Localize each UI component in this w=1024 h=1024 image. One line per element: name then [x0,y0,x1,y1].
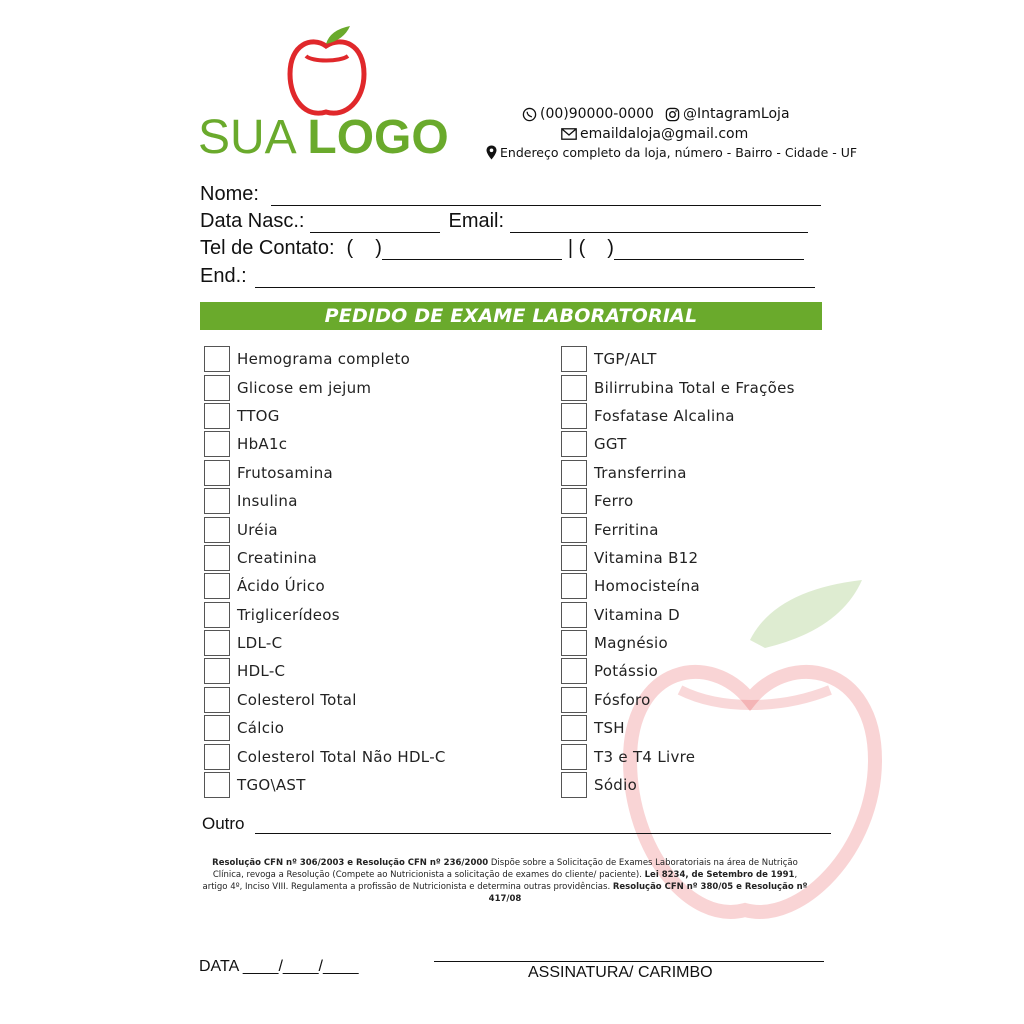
exam-checkbox[interactable] [204,460,230,486]
exam-label: Vitamina D [594,605,680,624]
nome-field[interactable] [200,182,821,206]
exam-label: Creatinina [237,548,318,567]
exam-item[interactable] [561,572,795,600]
logo-text [198,110,449,166]
exam-checkbox[interactable] [204,602,230,628]
exam-checkbox[interactable] [561,403,587,429]
exam-checkbox[interactable] [561,602,587,628]
address-contact [486,145,857,160]
exam-label: Triglicerídeos [237,605,340,624]
exam-checkbox[interactable] [204,744,230,770]
exam-item[interactable] [561,544,795,572]
logo-text-bold: LOGO [307,111,449,164]
outro-field[interactable] [202,814,831,834]
exam-label: HbA1c [237,435,288,454]
exam-checkbox[interactable] [561,375,587,401]
exam-item[interactable] [204,742,446,770]
exam-item[interactable] [204,345,446,373]
tel1-input-line[interactable] [382,241,562,260]
exam-item[interactable] [204,373,446,401]
exam-item[interactable] [204,771,446,799]
tel2-input-line[interactable] [614,241,804,260]
exam-checkbox[interactable] [561,715,587,741]
data-nasc-field[interactable] [200,209,808,233]
exam-checkbox[interactable] [561,431,587,457]
data-nasc-input-line[interactable] [310,214,440,233]
exam-checkbox[interactable] [204,658,230,684]
exam-checkbox[interactable] [204,375,230,401]
exam-label: Ácido Úrico [237,577,325,596]
exam-checkbox[interactable] [561,517,587,543]
exam-item[interactable] [204,714,446,742]
exam-list-left [204,345,446,799]
exam-label: Cálcio [237,719,285,738]
exam-label: Homocisteína [594,577,701,596]
exam-label: Fósforo [594,690,651,709]
exam-checkbox[interactable] [204,687,230,713]
exam-item[interactable] [204,572,446,600]
end-input-line[interactable] [255,269,815,288]
exam-item[interactable] [561,345,795,373]
email-contact [561,126,748,142]
exam-checkbox[interactable] [561,687,587,713]
exam-item[interactable] [204,629,446,657]
data-nasc-label: Data Nasc.: [200,210,305,232]
exam-label: Transferrina [594,463,687,482]
exam-checkbox[interactable] [204,488,230,514]
exam-item[interactable] [204,459,446,487]
instagram-contact [665,106,790,122]
phone-contact [522,106,654,122]
legal-notice [200,857,810,905]
exam-label: T3 e T4 Livre [594,747,696,766]
exam-label: Glicose em jejum [237,378,372,397]
exam-item[interactable] [561,487,795,515]
exam-checkbox[interactable] [561,460,587,486]
tel2-paren-close: ) [607,237,614,259]
email-input-line[interactable] [510,214,808,233]
exam-label: Colesterol Total [237,690,357,709]
exam-item[interactable] [561,601,795,629]
exam-label: Uréia [237,520,278,539]
exam-checkbox[interactable] [204,715,230,741]
exam-item[interactable] [561,515,795,543]
exam-checkbox[interactable] [561,744,587,770]
exam-checkbox[interactable] [204,346,230,372]
exam-checkbox[interactable] [561,488,587,514]
exam-label: Vitamina B12 [594,548,699,567]
legal-resolution-2: Resolução CFN nº 380/05 e Resolução nº 417/08 [488,882,808,904]
exam-checkbox[interactable] [204,403,230,429]
exam-checkbox[interactable] [561,772,587,798]
exam-item[interactable] [561,373,795,401]
envelope-icon [561,128,577,140]
exam-checkbox[interactable] [561,573,587,599]
apple-logo-icon [282,22,372,122]
banner-title: PEDIDO DE EXAME LABORATORIAL [324,305,698,327]
exam-label: GGT [594,435,627,454]
exam-checkbox[interactable] [561,545,587,571]
exam-item[interactable] [204,657,446,685]
exam-label: TGO\AST [237,776,306,795]
end-field[interactable] [200,264,815,288]
exam-checkbox[interactable] [561,630,587,656]
exam-item[interactable] [204,544,446,572]
exam-checkbox[interactable] [561,346,587,372]
exam-label: LDL-C [237,634,283,653]
exam-item[interactable] [561,629,795,657]
exam-label: TTOG [237,406,280,425]
tel-paren-close: ) [375,237,382,259]
exam-checkbox[interactable] [561,658,587,684]
end-label: End.: [200,265,247,287]
legal-law: Lei 8234, de Setembro de 1991 [644,870,795,880]
exam-checkbox[interactable] [204,545,230,571]
legal-text-2: , artigo 4º, Inciso VIII. Regulamenta a profissão de Nutricionista e determina outras providências. [202,870,798,892]
exam-label: Ferritina [594,520,659,539]
exam-label: Insulina [237,492,298,511]
exam-item[interactable] [561,742,795,770]
tel-paren-open: ( [346,237,354,259]
exam-label: Fosfatase Alcalina [594,406,735,425]
exam-item[interactable] [561,657,795,685]
exam-item[interactable] [204,515,446,543]
exam-item[interactable] [204,686,446,714]
logo-text-light: SUA [198,111,295,164]
exam-list-right [561,345,795,799]
exam-item[interactable] [561,459,795,487]
nome-input-line[interactable] [271,187,821,206]
map-pin-icon [486,145,497,160]
phone-text: (00)90000-0000 [540,106,654,122]
exam-checkbox[interactable] [204,772,230,798]
exam-checkbox[interactable] [204,517,230,543]
address-text: Endereço completo da loja, número - Bairro - Cidade - UF [500,145,858,160]
date-field[interactable]: DATA ____/____/____ [199,958,359,975]
exam-label: Bilirrubina Total e Frações [594,378,795,397]
tel-label: Tel de Contato: [200,237,335,259]
exam-item[interactable] [561,686,795,714]
exam-label: Hemograma completo [237,350,411,369]
exam-label: Colesterol Total Não HDL-C [237,747,446,766]
exam-item[interactable] [561,402,795,430]
nome-label: Nome: [200,183,259,205]
exam-label: Magnésio [594,634,668,653]
exam-item[interactable] [204,487,446,515]
section-banner [200,302,822,330]
exam-item[interactable] [561,771,795,799]
signature-line[interactable] [434,961,824,962]
instagram-text: @IntagramLoja [683,106,790,122]
exam-label: Sódio [594,776,638,795]
exam-label: Potássio [594,662,659,681]
outro-label: Outro [202,814,245,833]
tel-field[interactable] [200,236,804,260]
legal-text-1: Dispõe sobre a Solicitação de Exames Laboratoriais na área de Nutrição Clínica, revoga a Resolução (Compete ao Nutricionista a solicitação de exames do cliente/ paciente). [212,858,798,880]
email-text: emaildaloja@gmail.com [580,126,749,142]
outro-input-line[interactable] [255,817,831,834]
tel-separator: | ( [567,237,586,259]
exam-label: TSH [594,719,625,738]
exam-label: Ferro [594,492,634,511]
legal-resolution-1: Resolução CFN nº 306/2003 e Resolução CFN nº 236/2000 [212,858,489,868]
exam-item[interactable] [204,402,446,430]
exam-checkbox[interactable] [204,573,230,599]
exam-item[interactable] [204,430,446,458]
exam-label: TGP/ALT [594,350,657,369]
exam-item[interactable] [561,714,795,742]
whatsapp-icon [522,107,537,122]
instagram-icon [665,107,680,122]
exam-label: Frutosamina [237,463,334,482]
exam-checkbox[interactable] [204,431,230,457]
email-label: Email: [448,210,505,232]
signature-label: ASSINATURA/ CARIMBO [528,964,713,981]
exam-item[interactable] [204,601,446,629]
exam-item[interactable] [561,430,795,458]
exam-checkbox[interactable] [204,630,230,656]
exam-label: HDL-C [237,662,286,681]
